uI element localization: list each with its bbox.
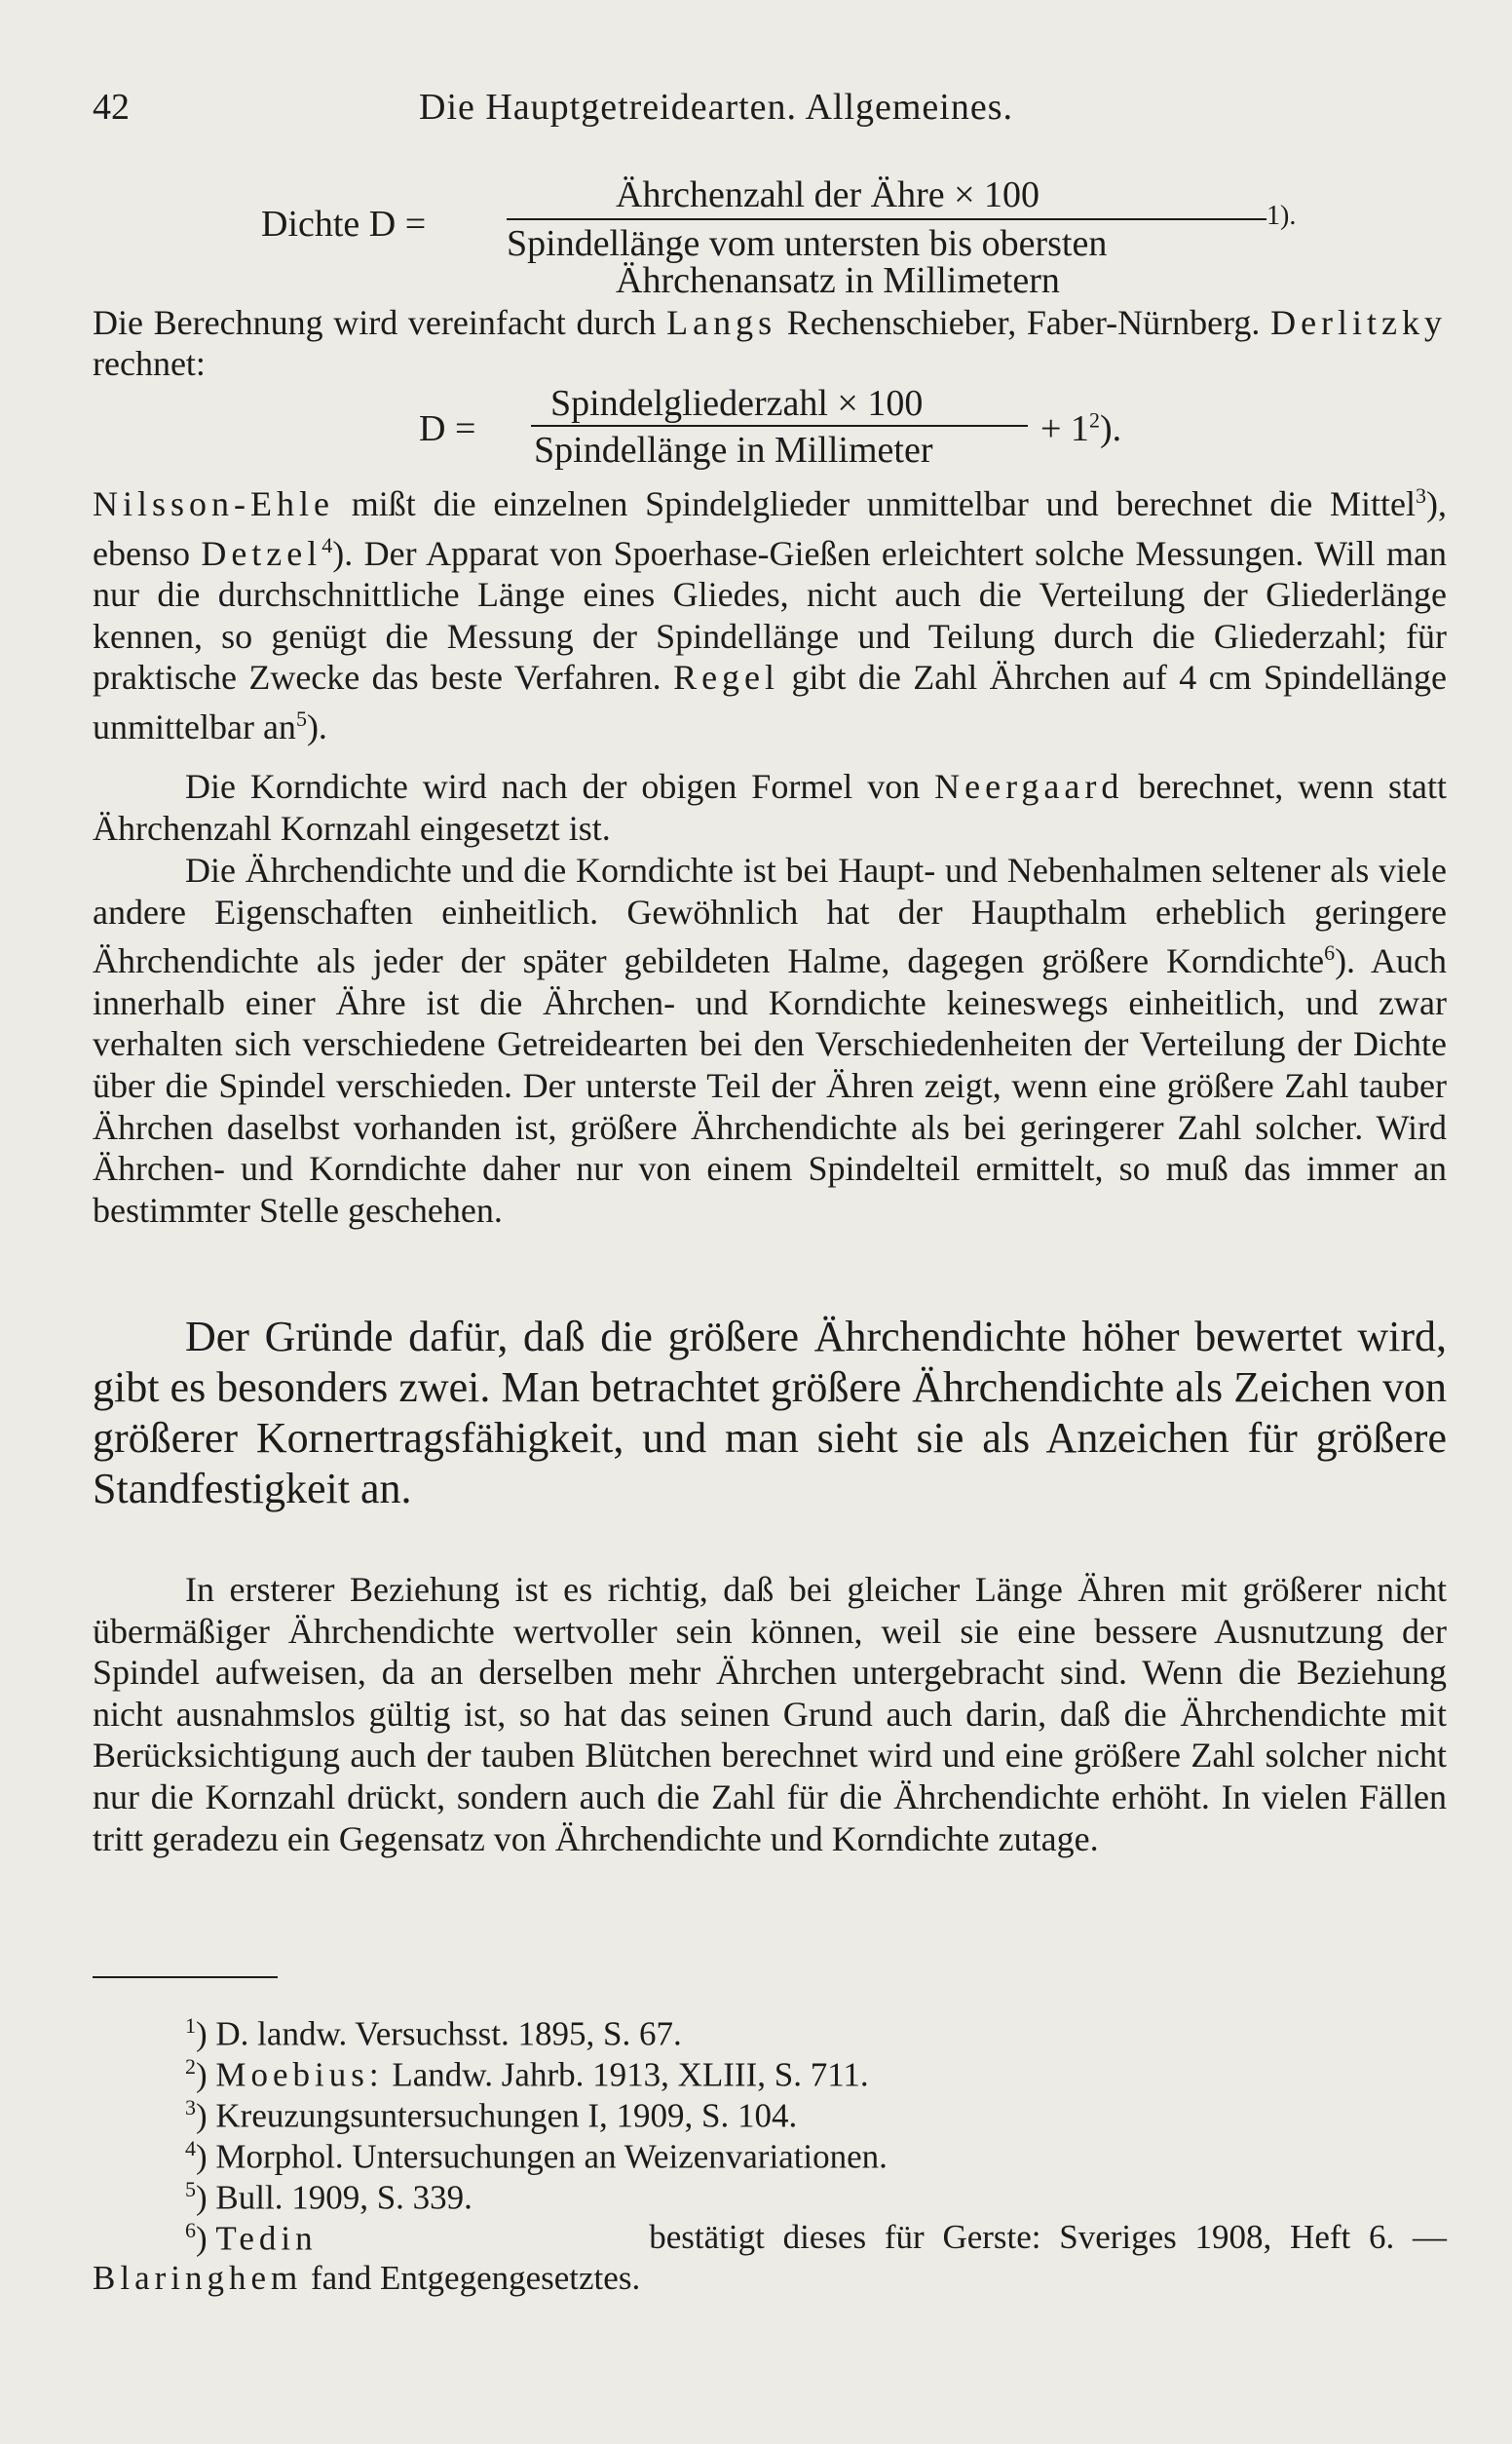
formula1-fraction-bar bbox=[507, 218, 1266, 220]
paragraph-reasons: Der Gründe dafür, daß die größere Ährchendichte höher bewertet wird, gibt es besonders zwei. Man betrachtet größere Ährchendichte als Zeichen von größerer Kornertragsfähigkeit, und man sieht sie als Anzeichen für größere Standfestigkeit an. bbox=[93, 1313, 1447, 1512]
paragraph-first-relation: In ersterer Beziehung ist es richtig, daß bei gleicher Länge Ähren mit größerer nicht übermäßiger Ährchendichte wertvoller sein können, weil sie eine bessere Ausnutzung der Spindel aufweisen, da an derselben mehr Ährchen untergebracht sind. Wenn die Beziehung nicht ausnahmslos gültig ist, so hat das seinen Grund auch darin, daß die Ährchendichte mit Berücksichtigung auch der tauben Blütchen berechnet wird und eine größere Zahl solcher nicht nur die Kornzahl drückt, sondern auch die Zahl für die Ährchendichte erhöht. In vielen Fällen tritt geradezu ein Gegensatz von Ährchendichte und Korndichte zutage. bbox=[93, 1570, 1447, 1858]
paragraph-measurement: Nilsson-Ehle mißt die einzelnen Spindelglieder unmittelbar und berechnet die Mittel$^3$), ebenso Detzel$^4$). Der Apparat von Spoerhase-Gießen erleichtert solche Messungen. Will man nur die durchschnittliche Länge eines Gliedes, nicht auch die Verteilung der Gliederlänge kennen, so genügt die Messung der Spindellänge und Teilung durch die Gliederzahl; für praktische Zwecke das beste Verfahren. Regel gibt die Zahl Ährchen auf 4 cm Spindellänge unmittelbar $an^5$). bbox=[93, 483, 1448, 746]
footnote-4: $^4$) Morphol. Untersuchungen an Weizenvariationen. bbox=[185, 2136, 888, 2176]
formula2-suffix: + $1^2$). bbox=[1040, 407, 1122, 449]
formula2-lhs: D = bbox=[419, 408, 476, 449]
footnote-2: $^2$) Moebius: Landw. Jahrb. 1913, XLIII, S. 711. bbox=[185, 2054, 869, 2094]
footnote-5: $^5$) Bull. 1909, S. 339. bbox=[185, 2177, 472, 2217]
running-title: Die Hauptgetreidearten. Allgemeines. bbox=[419, 87, 1014, 128]
paragraph-main-stem: Die Ährchendichte und die Korndichte ist bei Haupt- und Nebenhalmen seltener als viele andere Eigenschaften einheitlich. Gewöhnlich hat der Haupthalm erheblich geringere Ährchendichte als jeder der später gebildeten Halme, dagegen größere Korndichte$^6$). Auch innerhalb einer Ähre ist die Ährchen- und Korndichte keineswegs einheitlich, und zwar verhalten sich verschiedene Getreidearten bei den Verschiedenheiten der Verteilung der Dichte über die Spindel verschieden. Der unterste Teil der Ähren zeigt, wenn eine größere Zahl tauber Ährchen daselbst vorhanden ist, größere Ährchendichte als bei geringerer Zahl solcher. Wird Ährchen- und Korndichte daher nur von einem Spindelteil ermittelt, so muß das immer an bestimmter Stelle geschehen. bbox=[93, 851, 1447, 1230]
footnote-6: $^6$) Tedin bestätigt dieses für Gerste: Sveriges 1908, Heft 6. — bbox=[185, 2218, 1447, 2258]
author-neergaard: Neergaard bbox=[934, 767, 1124, 806]
paragraph-grain-density: Die Korndichte wird nach der obigen Formel von Neergaard berechnet, wenn statt Ährchenzahl Kornzahl eingesetzt ist. bbox=[93, 767, 1448, 848]
paragraph-calculation: Die Berechnung wird vereinfacht durch Langs Rechenschieber, Faber-Nürnberg. Derlitzky rechnet: bbox=[93, 303, 1448, 383]
page-number: 42 bbox=[93, 87, 130, 128]
author-nilsson-ehle: Nilsson-Ehle bbox=[93, 484, 334, 523]
formula2-numerator: Spindelgliederzahl × 100 bbox=[550, 383, 924, 424]
formula1-numerator: Ährchenzahl der Ähre × 100 bbox=[616, 174, 1040, 215]
footnote-separator bbox=[93, 1976, 278, 1978]
formula1-lhs: Dichte D = bbox=[261, 204, 427, 245]
author-langs: Langs bbox=[666, 303, 777, 342]
formula1-denominator-continued: Ährchenansatz in Millimetern bbox=[616, 260, 1060, 301]
author-derlitzky: Derlitzky bbox=[1270, 303, 1448, 342]
formula2-fraction-bar bbox=[531, 425, 1028, 427]
author-regel: Regel bbox=[673, 658, 780, 698]
author-detzel: Detzel bbox=[201, 533, 322, 573]
formula1-denominator: Spindellänge vom untersten bis obersten bbox=[507, 223, 1108, 264]
footnote-6-continued: Blaringhem fand Entgegengesetztes. bbox=[93, 2259, 641, 2297]
footnote-1: $^1$) D. landw. Versuchsst. 1895, S. 67. bbox=[185, 2013, 682, 2053]
formula1-footnote-ref: 1). bbox=[1266, 201, 1297, 231]
footnote-3: $^3$) Kreuzungsuntersuchungen I, 1909, S. 104. bbox=[185, 2095, 798, 2135]
formula2-denominator: Spindellänge in Millimeter bbox=[534, 430, 933, 471]
